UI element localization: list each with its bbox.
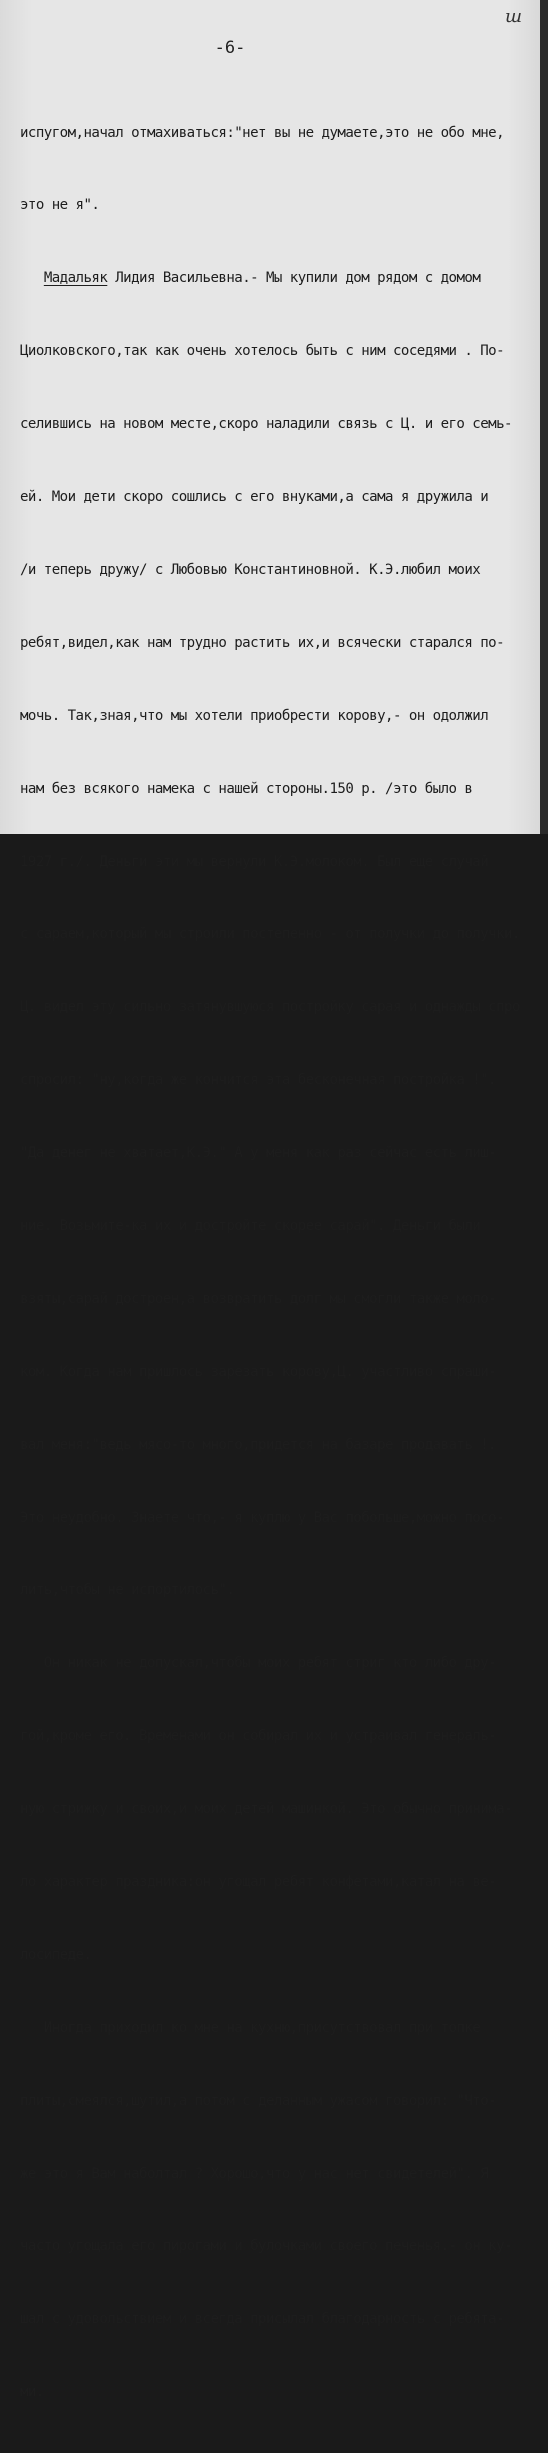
text-line: /и теперь дружу/ с Любовью Константиновной. К.Э.любил моих [20,561,481,578]
text-line: Мадальяк Лидия Васильевна.- Мы купили дом рядом с домом [43,270,481,287]
body-text [20,72,540,2453]
text-line: плиты,смеялся,шутил,а потом с деланным ужасом говорил: "Что- [20,2092,497,2109]
text-line: Иногда приходил ко мне на кухню,присутствовал при топке [20,2019,481,2036]
text-line: ком. Когда нам пришлось зарезать корову,Ц. участливо спраши- [20,1363,497,1380]
text-line: взяты,сарай достроен,а возвратить долг мы смогли также моло- [20,1290,497,1307]
text-line: шал с удовольствием и всегда присылал благодарность с ребята- [20,2311,505,2328]
text-line: 1927 г./. Деньги эти мы вернули К.Э.молоком. Был еще случай [20,853,489,870]
text-line: селившись на новом месте,скоро наладили связь с Ц. и его семь- [20,416,512,433]
text-line: же это я Вам наболтал ? Хорошо,что у нас нет свидетелей". Я [20,2165,489,2182]
text-line: нам без всякого намека с нашей стороны.150 р. /это было в [20,780,473,797]
text-line: испугом,начал отмахиваться:"нет вы не думаете,это не обо мне, [20,124,505,141]
speaker-surname: Мадальяк [43,270,108,287]
text-line: ей. Мои дети скоро сошлись с его внуками,а сама я дружила и [20,489,489,506]
archive-page-mark: ш [504,6,522,27]
text-line: Он никак не допускал,чтобы моих ребят стриг кто либо дру- [20,1655,497,1672]
text-line: Это неудобно. Знаете что,- я куплю у Вас побольше,можно посо- [20,1509,505,1526]
text-line: Ц. видел эту сильно затянувшуюся постройку сарая и однажды спро [20,999,520,1016]
text-line: с сараем,который мы строили постепенно - от получки до получки. [20,926,520,943]
text-line: часто угощала его пирогами и булочками своего печенья.- он ку- [20,2238,512,2255]
text-line: лосипеде. [20,1946,92,1963]
text-line: мочь. Так,зная,что мы хотели приобрести корову,- он одолжил [20,707,489,724]
text-line: ную стрижку и своих,и моих детей машинкой. Это обычно принима- [20,1801,512,1818]
text-line: ми. [20,2384,44,2401]
text-line: ние. Возьмите-ка их и достройте скорее сарай". Деньги были [20,1217,481,1234]
text-line: вал меня:"ведь мясо-то много,придется на базаре продавать !. [20,1436,497,1453]
text-line: Циолковского,так как очень хотелось быть с ним соседями . По- [20,343,505,360]
text-line: гой,кроме его. Временами он собирал их и устраивал генераль- [20,1728,497,1745]
text-line: "Да денег не хватает,К.Э." А у меня как раз сейчас есть лиш- [20,1145,497,1162]
text-line: ребят,видел,как нам трудно растить их,и всячески старался по- [20,634,505,651]
text-line: спросил: "ну,когда же кончится эта бесконечная постройка !". [20,1072,497,1089]
scan-edge [540,0,548,834]
text-line: ло характер праздника:он угощал ребят конфетами,катал на ве- [20,1873,497,1890]
page-number: -6- [214,38,246,58]
text-line: это не я". [20,197,100,214]
text-line: лить,чтобы не испортилось". [20,1582,235,1599]
